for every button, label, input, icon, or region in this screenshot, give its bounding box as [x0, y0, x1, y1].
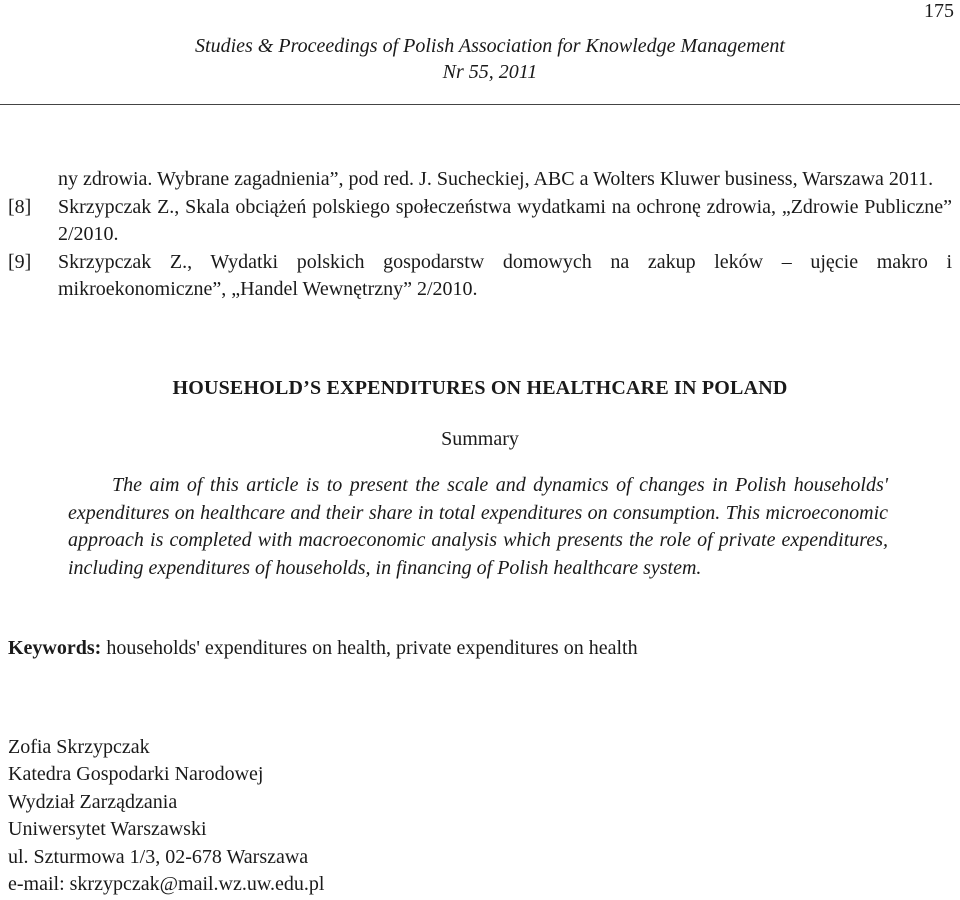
reference-item-8 — [8, 194, 952, 249]
journal-title: Studies & Proceedings of Polish Association for Knowledge Management — [195, 35, 785, 57]
author-email: e-mail: skrzypczak@mail.wz.uw.edu.pl — [8, 873, 325, 896]
page-number: 175 — [924, 0, 954, 22]
author-name: Zofia Skrzypczak — [8, 736, 150, 758]
running-header — [0, 33, 960, 85]
author-university: Uniwersytet Warszawski — [8, 818, 207, 841]
author-address: ul. Szturmowa 1/3, 02-678 Warszawa — [8, 845, 309, 868]
reference-item-7-continued — [8, 166, 952, 194]
english-title: HOUSEHOLD’S EXPENDITURES ON HEALTHCARE IN POLAND — [172, 377, 788, 399]
reference-text: Skrzypczak Z., Wydatki polskich gospodarstw domowych na zakup leków – ujęcie makro i mikroekonomiczne”, „Handel Wewnętrzny” 2/2010. — [58, 250, 952, 300]
reference-text: Skrzypczak Z., Skala obciążeń polskiego społeczeństwa wydatkami na ochronę zdrowia, „Zdrowie Publiczne” 2/2010. — [58, 195, 952, 245]
keywords-label: Keywords: — [8, 637, 102, 659]
author-block — [8, 734, 324, 898]
reference-item-9 — [8, 249, 952, 304]
reference-number: [9] — [8, 250, 32, 273]
author-department: Katedra Gospodarki Narodowej — [8, 763, 264, 786]
reference-list — [8, 166, 952, 304]
keywords-text: households' expenditures on health, private expenditures on health — [106, 637, 638, 659]
abstract-text: The aim of this article is to present the scale and dynamics of changes in Polish households' expenditures on healthcare and their share in total expenditures on consumption. This microeconomic approach is completed with macroeconomic analysis which presents the role of private expenditures, including expenditures of households, in financing of Polish healthcare system. — [68, 474, 888, 579]
reference-text: ny zdrowia. Wybrane zagadnienia”, pod red. J. Sucheckiej, ABC a Wolters Kluwer business, Warszawa 2011. — [58, 168, 934, 190]
journal-issue: Nr 55, 2011 — [442, 61, 538, 83]
reference-number: [8] — [8, 195, 32, 218]
keywords-line — [8, 637, 638, 660]
author-faculty: Wydział Zarządzania — [8, 790, 178, 813]
header-rule — [0, 104, 960, 105]
summary-heading: Summary — [441, 428, 519, 450]
